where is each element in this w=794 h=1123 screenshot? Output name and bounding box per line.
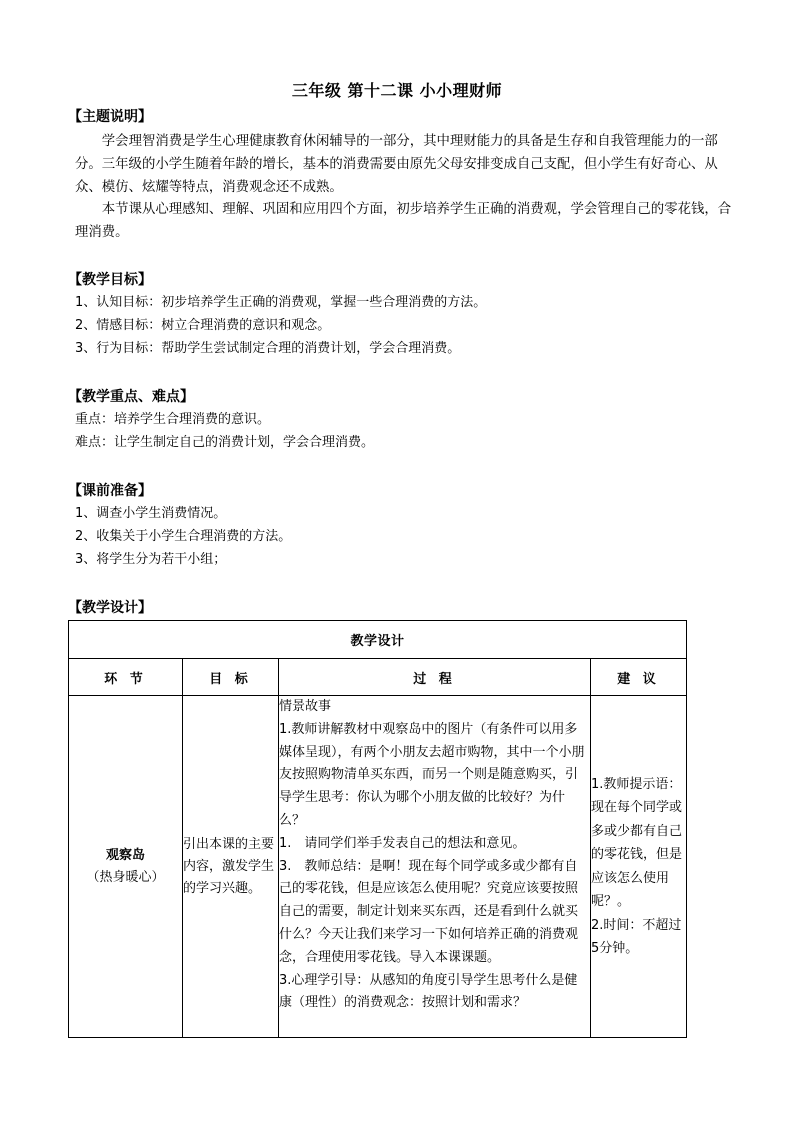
table-title: 教学设计 [69, 621, 687, 659]
table-row [69, 696, 687, 1038]
focus-heading: 【教学重点、难点】 [68, 389, 194, 405]
theme-heading: 【主题说明】 [68, 109, 152, 125]
column-header-advice: 建 议 [591, 659, 687, 696]
goal-item: 3、行为目标：帮助学生尝试制定合理的消费计划，学会合理消费。 [75, 341, 461, 356]
focus-item: 重点：培养学生合理消费的意识。 [75, 412, 271, 427]
lesson-design-table [68, 620, 687, 1038]
process-line: 情景故事 [279, 699, 332, 714]
column-header-stage: 环 节 [69, 659, 183, 696]
stage-cell [69, 696, 183, 1038]
process-cell [279, 696, 591, 1038]
stage-subtitle: （热身暖心） [86, 869, 165, 885]
theme-paragraph-1: 学会理智消费是学生心理健康教育休闲辅导的一部分，其中理财能力的具备是生存和自我管理能力的一部分。三年级的小学生随着年龄的增长，基本的消费需要由原先父母安排变成自己支配，但小学生有好奇心、从众、模仿、炫耀等特点，消费观念还不成熟。 [75, 134, 718, 195]
lesson-title: 三年级 第十二课 小小理财师 [291, 81, 503, 100]
theme-paragraph-2: 本节课从心理感知、理解、巩固和应用四个方面，初步培养学生正确的消费观，学会管理自己的零花钱，合理消费。 [75, 202, 732, 240]
process-line: 3. 教师总结：是啊！现在每个同学或多或少都有自己的零花钱，但是应该怎么使用呢？究竟应该要按照自己的需要，制定计划来买东西，还是看到什么就买什么？今天让我们来学习一下如何培养正确的消费观念，合理使用零花钱。导入本课课题。 [279, 858, 579, 965]
prep-heading: 【课前准备】 [68, 483, 152, 499]
design-heading: 【教学设计】 [68, 600, 152, 616]
advice-line: 1.教师提示语：现在每个同学或多或少都有自己的零花钱，但是应该怎么使用呢？。 [591, 776, 683, 909]
goal-item: 2、情感目标：树立合理消费的意识和观念。 [75, 318, 331, 333]
focus-item: 难点：让学生制定自己的消费计划，学会合理消费。 [75, 435, 375, 450]
advice-line: 2.时间：不超过5分钟。 [591, 917, 682, 956]
advice-cell [591, 696, 687, 1038]
goal-cell: 引出本课的主要内容，激发学生的学习兴趣。 [183, 696, 279, 1038]
column-header-process: 过 程 [279, 659, 591, 696]
column-header-goal: 目 标 [183, 659, 279, 696]
stage-name: 观察岛 [105, 847, 145, 863]
process-line: 1.教师讲解教材中观察岛中的图片（有条件可以用多媒体呈现），有两个小朋友去超市购物，其中一个小朋友按照购物清单买东西，而另一个则是随意购买，引导学生思考：你认为哪个小朋友做的比较好？为什么？ [279, 721, 585, 828]
goal-item: 1、认知目标：初步培养学生正确的消费观，掌握一些合理消费的方法。 [75, 295, 487, 310]
goals-heading: 【教学目标】 [68, 272, 152, 288]
prep-item: 1、调查小学生消费情况。 [75, 506, 227, 521]
prep-item: 3、将学生分为若干小组； [75, 552, 227, 567]
process-line: 3.心理学引导：从感知的角度引导学生思考什么是健康（理性）的消费观念：按照计划和需求？ [279, 972, 578, 1011]
process-line: 1. 请同学们举手发表自己的想法和意见。 [279, 835, 526, 851]
prep-item: 2、收集关于小学生合理消费的方法。 [75, 529, 292, 544]
